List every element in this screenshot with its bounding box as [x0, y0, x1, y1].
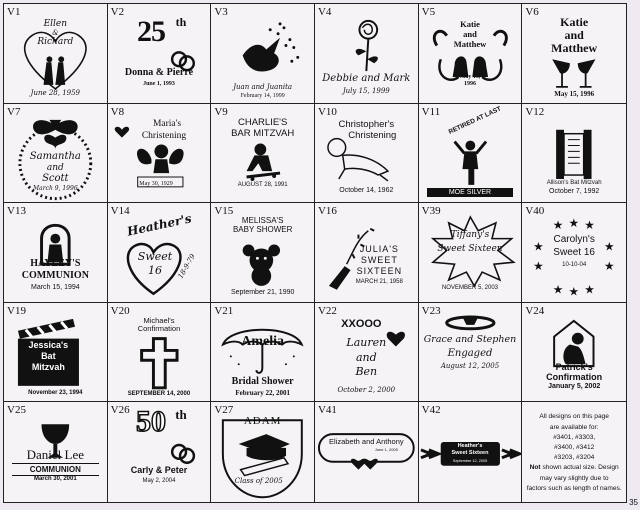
availability-notes — [526, 412, 622, 494]
date-line: MARCH 21, 1958 — [355, 279, 403, 286]
name-line: Heather's — [125, 211, 193, 239]
svg-text:★: ★ — [553, 282, 564, 297]
date-line: June 1, 2005 — [374, 447, 398, 453]
xo-line: XXOOO — [341, 317, 382, 330]
design-cell-v15[interactable] — [211, 203, 315, 303]
design-code: V10 — [317, 105, 337, 118]
favor-design-catalog-grid — [3, 3, 627, 503]
design-cell-v4[interactable] — [315, 4, 419, 104]
event-line-2: SIXTEEN — [356, 266, 403, 277]
notes-line: #3400, #3412 — [553, 444, 595, 452]
name-line-3: Matthew — [551, 41, 598, 55]
svg-text:★: ★ — [553, 217, 564, 232]
design-code: V4 — [317, 6, 332, 18]
date-line: October 2, 2000 — [337, 385, 396, 394]
names-line: Elizabeth and Anthony — [328, 437, 404, 447]
event-line: Confirmation — [546, 371, 603, 382]
names-line: Grace and Stephen — [423, 333, 517, 345]
design-cell-v3[interactable] — [211, 4, 315, 104]
name-line-2: and — [463, 29, 477, 39]
name-line-3: Richard — [37, 37, 74, 47]
name-line: JULIA'S — [359, 244, 399, 255]
design-cell-v26[interactable] — [108, 402, 212, 502]
design-code: V25 — [7, 404, 26, 417]
anniversary-number: 25 — [136, 15, 165, 48]
date-line: February 22, 2001 — [235, 388, 290, 397]
name-line-3: Scott — [42, 172, 69, 184]
svg-text:★: ★ — [604, 259, 615, 274]
design-code: V19 — [7, 304, 26, 317]
design-cell-v12[interactable] — [522, 104, 626, 204]
date-line: August 12, 2005 — [440, 361, 500, 370]
svg-text:★: ★ — [533, 239, 545, 254]
ordinal-suffix: th — [175, 15, 187, 29]
svg-text:★: ★ — [604, 239, 615, 254]
event-line-1: SWEET — [360, 255, 398, 266]
event-line: Confirmation — [137, 323, 181, 333]
design-cell-v8[interactable] — [108, 104, 212, 204]
date-line: January 5, 2002 — [548, 382, 601, 390]
notes-line: #3401, #3303, — [553, 433, 596, 441]
date-line: May 30, 1929 — [139, 180, 173, 187]
name-line: MELISSA'S — [241, 216, 284, 226]
event-line: Sweet Sixteen — [451, 450, 489, 457]
name-line: ADAM — [243, 415, 282, 428]
design-code: V8 — [110, 105, 125, 118]
name-line-1: Katie — [560, 15, 589, 29]
design-code: V1 — [7, 6, 21, 18]
svg-text:★: ★ — [584, 217, 596, 232]
name-line: CHARLIE'S — [237, 116, 288, 128]
design-cell-v11[interactable] — [419, 104, 523, 204]
names-line: Juan and Juanita — [233, 83, 293, 91]
design-cell-v10[interactable] — [315, 104, 419, 204]
name-line: Heather's — [457, 443, 483, 450]
name-line: Daniel Lee — [26, 447, 85, 463]
design-code: V22 — [317, 304, 337, 317]
date-line: May 15, 1996 — [554, 90, 595, 98]
name-banner: MOE SILVER — [427, 188, 514, 197]
arrow-banner-icon — [419, 414, 522, 502]
name-line: HAYLEY'S — [30, 258, 81, 270]
event-line: Sweet 16 — [553, 247, 595, 259]
date-line: February 14, 1999 — [240, 93, 285, 99]
date-line: NOVEMBER 5, 2003 — [441, 285, 498, 292]
design-code: V6 — [525, 6, 539, 18]
ordinal-suffix: th — [175, 407, 187, 423]
name-line: Carolyn's — [553, 234, 595, 246]
design-code: V40 — [525, 205, 545, 218]
name-line-2: & — [52, 29, 59, 37]
date-line: SEPTEMBER 14, 2000 — [127, 390, 191, 397]
design-cell-v14[interactable] — [108, 203, 212, 303]
design-code: V16 — [317, 205, 337, 218]
date-line: September 21, 1990 — [230, 289, 295, 297]
event-line: Christening — [348, 129, 397, 141]
event-line-1: Sweet — [137, 250, 173, 264]
event-line: Engaged — [447, 347, 493, 359]
page-number: 35 — [629, 498, 638, 507]
design-code: V14 — [110, 205, 130, 218]
event-line: Allison's Bat Mitzvah — [546, 179, 602, 186]
event-line: Sweet Sixteen — [437, 244, 503, 255]
event-line-2: 16 — [147, 264, 162, 278]
design-code: V3 — [214, 6, 228, 18]
name-line-1: Samantha — [29, 150, 81, 162]
notes-line: may vary slightly due to — [539, 474, 609, 482]
names-line: Debbie and Mark — [322, 73, 411, 84]
notes-line: are available for: — [549, 423, 599, 431]
design-code: V7 — [7, 105, 21, 118]
caption-arc: RETIRED AT LAST — [447, 104, 502, 136]
design-code: V39 — [421, 205, 441, 218]
name-line-1: Ellen — [43, 19, 68, 29]
design-code: V9 — [214, 105, 228, 118]
date-line: March 15, 1994 — [31, 284, 80, 292]
date-line: 18-9-79 — [176, 252, 197, 281]
names-line: Carly & Peter — [130, 465, 188, 476]
design-code: V42 — [421, 404, 441, 417]
name-line: Jessica's — [28, 339, 69, 350]
design-code: V41 — [317, 404, 337, 417]
event-line-1: Bat — [41, 350, 56, 361]
design-code: V23 — [421, 304, 441, 317]
design-cell-v40[interactable] — [522, 203, 626, 303]
date-line: July 15, 1999 — [342, 87, 390, 95]
design-code: V13 — [7, 205, 26, 218]
date-line: 10-10-04 — [562, 262, 587, 269]
date-line-1: May 15, — [459, 74, 481, 80]
design-cell-v6[interactable] — [522, 4, 626, 104]
notes-line: All designs on this page — [539, 413, 609, 421]
design-cell-v1[interactable] — [4, 4, 108, 104]
event-line: BAR MITZVAH — [231, 127, 295, 139]
design-cell-v25[interactable] — [4, 402, 108, 502]
design-cell-v13[interactable] — [4, 203, 108, 303]
name-line-3: Ben — [355, 364, 378, 378]
design-cell-v22[interactable] — [315, 303, 419, 403]
design-cell-v7[interactable] — [4, 104, 108, 204]
svg-text:★: ★ — [568, 215, 580, 230]
event-line-2: Mitzvah — [31, 361, 65, 372]
name-line-3: Matthew — [453, 39, 487, 49]
design-cell-v41[interactable] — [315, 402, 419, 502]
design-cell-v20[interactable] — [108, 303, 212, 403]
design-cell-v39[interactable] — [419, 203, 523, 303]
design-cell-v21[interactable] — [211, 303, 315, 403]
date-line: September 12, 2005 — [452, 459, 488, 464]
names-line: Donna & Pierre — [124, 67, 194, 78]
oval-hearts-banner-icon — [315, 414, 418, 502]
design-cell-v5[interactable] — [419, 4, 523, 104]
design-cell-v24[interactable] — [522, 303, 626, 403]
design-cell-v19[interactable] — [4, 303, 108, 403]
notes-line: factors such as length of names. — [526, 484, 622, 492]
design-code: V2 — [110, 6, 125, 18]
design-cell-v16[interactable] — [315, 203, 419, 303]
event-line: BABY SHOWER — [232, 225, 293, 235]
svg-text:★: ★ — [584, 282, 596, 297]
name-line: Christopher's — [338, 118, 395, 130]
design-cell-v9[interactable] — [211, 104, 315, 204]
design-cell-v27[interactable] — [211, 402, 315, 502]
event-line: Christening — [141, 130, 187, 141]
event-banner: COMMUNION — [12, 463, 99, 476]
design-cell-v42[interactable] — [419, 402, 523, 502]
availability-notes-cell — [522, 402, 626, 502]
event-line: Bridal Shower — [231, 375, 294, 387]
date-line-2: 1996 — [463, 81, 476, 87]
date-line: May 2, 2004 — [142, 478, 176, 485]
notes-not-label: Not — [529, 464, 541, 472]
date-line: June 1, 1993 — [143, 81, 175, 87]
design-code: V12 — [525, 105, 545, 118]
notes-line: #3203, #3204 — [553, 454, 595, 462]
anniversary-number: 50 — [135, 405, 166, 439]
date-line: March 30, 2001 — [33, 476, 77, 483]
svg-text:★: ★ — [533, 259, 545, 274]
name-line: Amelia — [241, 333, 285, 349]
name-line: Maria's — [152, 118, 182, 129]
date-line: October 7, 1992 — [549, 187, 600, 195]
svg-text:★: ★ — [568, 284, 580, 299]
name-line-2: and — [564, 28, 584, 42]
notes-line: shown actual size. Design — [540, 464, 619, 472]
date-line: AUGUST 28, 1991 — [237, 181, 288, 188]
name-line: Michael's — [143, 315, 175, 325]
name-line: Tiffany's — [450, 230, 490, 241]
name-line-1: Katie — [460, 19, 480, 29]
design-code: V20 — [110, 304, 130, 317]
design-cell-v23[interactable] — [419, 303, 523, 403]
name-line-2: and — [355, 350, 377, 364]
date-line: October 14, 1962 — [339, 186, 394, 194]
design-code: V5 — [421, 6, 436, 18]
design-code: V24 — [525, 304, 545, 317]
name-line-1: Lauren — [346, 335, 387, 349]
date-line: June 28, 1959 — [30, 89, 81, 97]
name-line-2: and — [46, 162, 64, 173]
class-line: Class of 2005 — [234, 477, 283, 486]
design-code: V26 — [110, 404, 130, 417]
date-line: March 9, 1996 — [33, 184, 78, 192]
event-line: COMMUNION — [21, 270, 89, 282]
date-line: November 23, 1994 — [28, 389, 83, 396]
name-line: Patrick's — [555, 361, 593, 372]
design-code: V11 — [421, 105, 441, 118]
design-code: V21 — [214, 304, 234, 317]
design-cell-v2[interactable] — [108, 4, 212, 104]
design-code: V15 — [214, 205, 234, 218]
design-code: V27 — [214, 404, 234, 417]
